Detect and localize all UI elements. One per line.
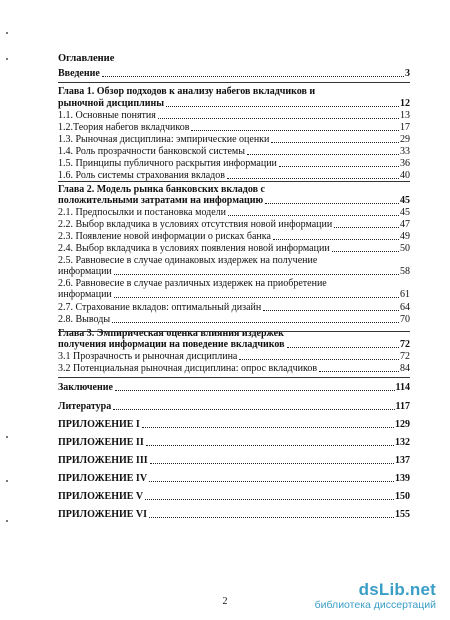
toc-entry [58,473,410,484]
toc-entry [58,455,410,466]
watermark-subtitle: библиотека диссертаций [314,599,436,611]
toc-entry [58,363,410,374]
toc-entry-label: информации [58,289,112,300]
toc-entry [58,266,410,277]
toc-entry-label: положительными затратами на информацию [58,195,264,206]
dot-leader [227,177,399,179]
toc-entry-label: информации [58,266,112,277]
dot-leader [115,389,395,391]
dot-leader [228,214,399,216]
dot-leader [166,105,399,107]
dot-leader [319,370,399,372]
toc-entry [58,437,410,448]
toc-entry-page: 137 [395,455,410,466]
dot-leader [158,117,399,119]
toc-entry-page: 45 [400,195,410,206]
toc-entry-page: 58 [400,266,410,277]
toc-entry-page: 47 [400,219,410,230]
toc-entry-page: 139 [395,473,410,484]
toc-entry [58,170,410,181]
toc-entry [58,110,410,121]
toc-entry [58,339,410,350]
toc-entry-label: 2.3. Появление новой информации о рисках банка [58,231,271,242]
toc-entry-page: 36 [400,158,410,169]
toc-entry-page: 84 [400,363,410,374]
toc-entry-label: 2.2. Выбор вкладчика в условиях отсутствия новой информации [58,219,333,230]
dot-leader [191,129,399,131]
toc-entry-label: 1.5. Принципы публичного раскрытия информации [58,158,277,169]
dot-leader [150,462,394,464]
toc-entry-page: 40 [400,170,410,181]
dot-leader [279,165,399,167]
toc-entry [58,195,410,206]
toc-entry-page: 117 [395,401,410,412]
dot-leader [142,426,394,428]
dot-leader [114,296,399,298]
toc-entry [58,302,410,313]
dot-leader [287,346,399,348]
toc-entry [58,158,410,169]
toc-entry-label: Введение [58,68,100,79]
dot-leader [273,238,399,240]
scan-mark [6,58,8,60]
dot-leader [334,226,399,228]
toc-entry [58,419,410,430]
toc-entry [58,382,410,393]
toc-entry-label: 1.1. Основные понятия [58,110,156,121]
toc-entry-heading: Глава 2. Модель рынка банковских вкладов с [58,184,265,195]
toc-entry [58,98,410,109]
toc-entry-page: 114 [395,382,410,393]
toc-entry-label: 1.6. Роль системы страхования вкладов [58,170,225,181]
dot-leader [149,480,394,482]
toc-entry-page: 70 [400,314,410,325]
toc-entry-page: 64 [400,302,410,313]
section-divider [58,331,410,332]
dot-leader [145,498,394,500]
dot-leader [271,141,399,143]
dot-leader [247,153,399,155]
toc-entry-page: 3 [405,68,410,79]
toc-entry-label: Литература [58,401,112,412]
toc-entry-page: 45 [400,207,410,218]
dot-leader [332,250,399,252]
toc-entry-heading: Глава 3. Эмпирическая оценка влияния издержек [58,328,284,339]
dot-leader [239,358,399,360]
toc-entry-page: 12 [400,98,410,109]
section-divider [58,181,410,182]
toc-entry-page: 33 [400,146,410,157]
dot-leader [146,444,394,446]
dot-leader [114,273,399,275]
toc-entry-page: 72 [400,339,410,350]
toc-entry [58,219,410,230]
scan-mark [6,480,8,482]
toc-entry-heading: 2.5. Равновесие в случае одинаковых издержек на получение [58,255,318,266]
toc-entry-label: ПРИЛОЖЕНИЕ IV [58,473,148,484]
section-divider [58,377,410,378]
toc-entry-label: ПРИЛОЖЕНИЕ V [58,491,144,502]
toc-entry-page: 132 [395,437,410,448]
toc-entry [58,289,410,300]
toc-entry-label: ПРИЛОЖЕНИЕ III [58,455,148,466]
toc-entry-heading: Глава 1. Обзор подходов к анализу набегов вкладчиков и [58,86,316,97]
section-divider [58,82,410,83]
dot-leader [265,202,399,204]
toc-entry-label: 2.8. Выводы [58,314,111,325]
toc-entry [58,231,410,242]
toc-entry [58,401,410,412]
toc-entry [58,243,410,254]
toc-entry-label: ПРИЛОЖЕНИЕ VI [58,509,148,520]
toc-entry-page: 61 [400,289,410,300]
toc-entry [58,146,410,157]
toc-entry-label: 1.4. Роль прозрачности банковской системы [58,146,245,157]
dot-leader [149,516,394,518]
toc-entry [58,351,410,362]
toc-entry-label: 3.2 Потенциальная рыночная дисциплина: опрос вкладчиков [58,363,318,374]
toc-entry [58,122,410,133]
toc-entry [58,68,410,79]
dot-leader [102,75,404,77]
toc-entry-label: рыночной дисциплины [58,98,165,109]
toc-entry-label: 1.3. Рыночная дисциплина: эмпирические оценки [58,134,270,145]
dot-leader [112,321,399,323]
toc-entry-page: 49 [400,231,410,242]
dslib-watermark [315,581,436,612]
toc-entry-label: 2.1. Предпосылки и постановка модели [58,207,227,218]
toc-entry-label: 3.1 Прозрачность и рыночная дисциплина [58,351,238,362]
dot-leader [263,309,399,311]
toc-entry [58,509,410,520]
toc-entry-page: 72 [400,351,410,362]
toc-entry-page: 13 [400,110,410,121]
toc-entry-page: 155 [395,509,410,520]
toc-entry-page: 129 [395,419,410,430]
toc-entry-page: 17 [400,122,410,133]
toc-entry-page: 50 [400,243,410,254]
toc-entry [58,314,410,325]
scan-mark [6,520,8,522]
toc-entry-label: 1.2.Теория набегов вкладчиков [58,122,190,133]
toc-entry-page: 29 [400,134,410,145]
watermark-logo: dsLib.net [358,580,436,599]
toc-entry-label: 2.4. Выбор вкладчика в условиях появления новой информации [58,243,330,254]
scan-mark [6,436,8,438]
toc-entry [58,207,410,218]
toc-entry-label: получения информации на поведение вкладчиков [58,339,285,350]
toc-entry [58,134,410,145]
toc-entry-heading: 2.6. Равновесие в случае различных издержек на приобретение [58,278,327,289]
toc-title: Оглавление [58,53,115,64]
toc-entry-label: 2.7. Страхование вкладов: оптимальный дизайн [58,302,262,313]
toc-entry-label: ПРИЛОЖЕНИЕ II [58,437,144,448]
scan-mark [6,32,8,34]
toc-entry-label: Заключение [58,382,113,393]
toc-entry-label: ПРИЛОЖЕНИЕ I [58,419,140,430]
toc-entry [58,491,410,502]
toc-entry-page: 150 [395,491,410,502]
dot-leader [113,408,394,410]
page-number: 2 [222,596,228,607]
